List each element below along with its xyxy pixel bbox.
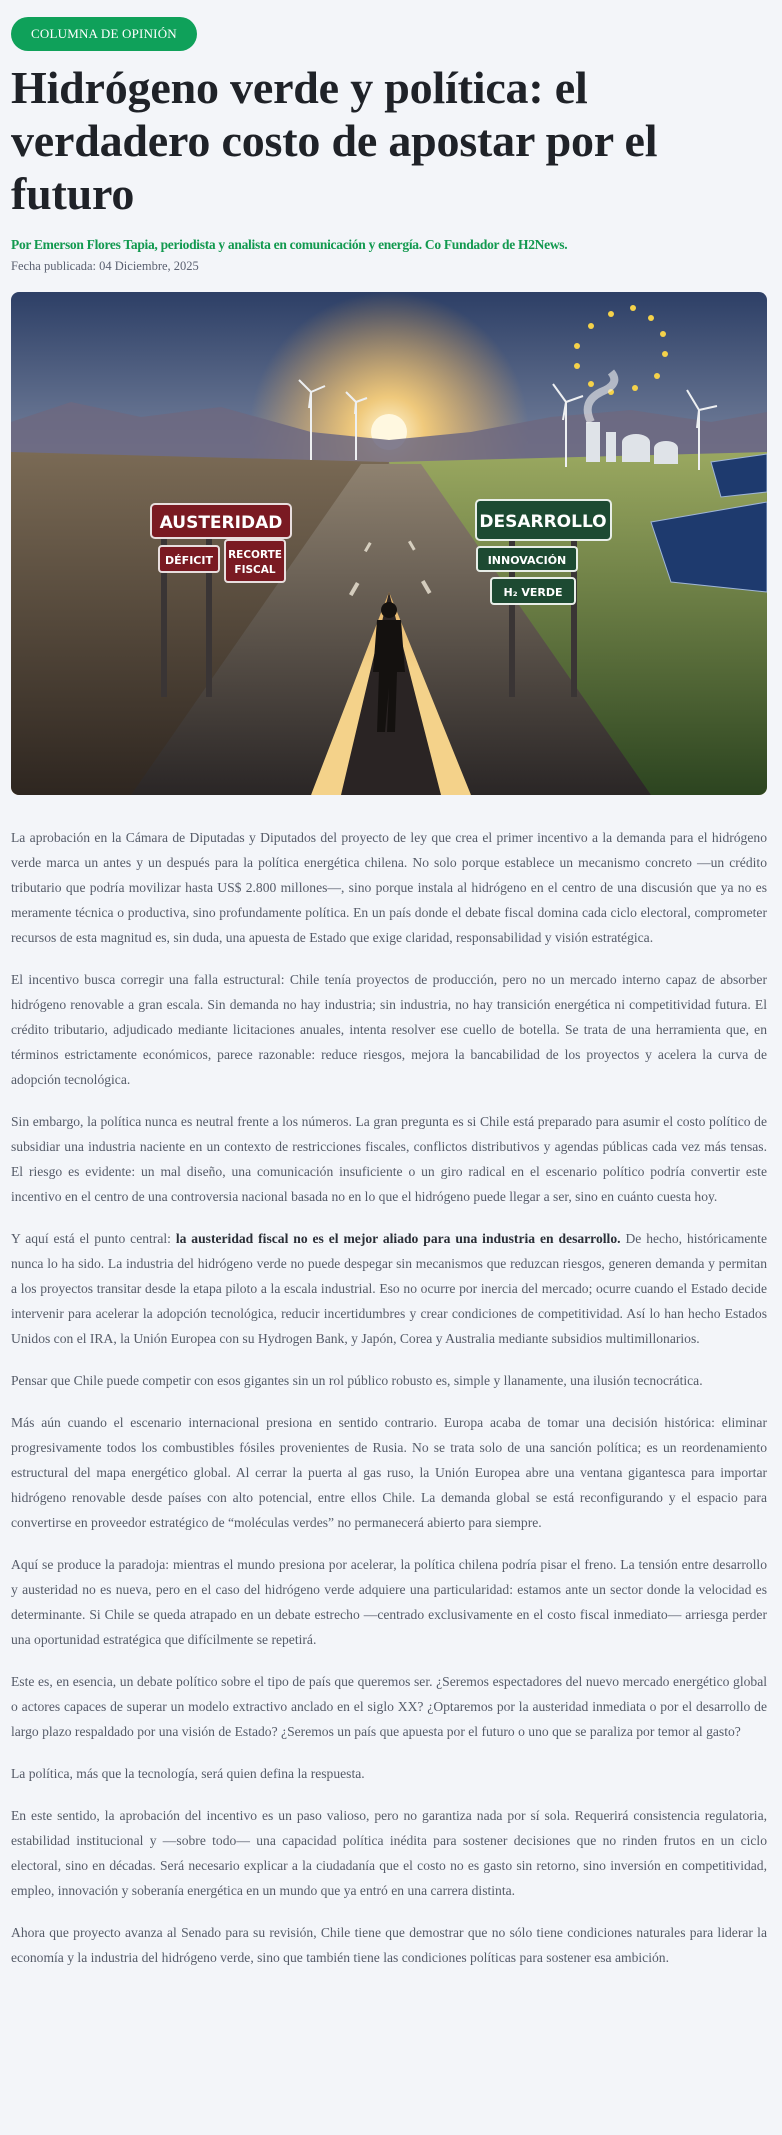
sign-desarrollo: DESARROLLO: [479, 512, 607, 532]
category-badge[interactable]: COLUMNA DE OPINIÓN: [11, 17, 197, 51]
paragraph: Sin embargo, la política nunca es neutral frente a los números. La gran pregunta es si Chile está preparado para asumir el costo político de subsidiar una industria naciente en un contexto de restricciones fiscales, conflictos distributivos y agendas públicas cada vez más tensas. El riesgo es evidente: un mal diseño, una comunicación insuficiente o un giro radical en el escenario político podría convertir este incentivo en el centro de una controversia nacional basada no en lo que el hidrógeno puede llegar a ser, sino en cuánto cuesta hoy.: [11, 1114, 767, 1204]
sign-austeridad: AUSTERIDAD: [159, 513, 283, 533]
paragraph: El incentivo busca corregir una falla estructural: Chile tenía proyectos de producción, pero no un mercado interno capaz de absorber hidrógeno renovable a gran escala. Sin demanda no hay industria; sin industria, no hay transición energética ni competitividad futura. El crédito tributario, adjudicado mediante licitaciones anuales, intenta resolver ese cuello de botella. Se trata de una herramienta que, en términos estrictamente económicos, parece razonable: reduce riesgos, mejora la bancabilidad de los proyectos y acelera la curva de adopción tecnológica.: [11, 972, 767, 1087]
paragraph: En este sentido, la aprobación del incentivo es un paso valioso, pero no garantiza nada por sí sola. Requerirá consistencia regulatoria, estabilidad institucional y —sobre todo— una capacidad política inédita para sostener decisiones que no rinden frutos en un ciclo electoral, sino en décadas. Será necesario explicar a la ciudadanía que el costo no es gasto sin retorno, sino inversión en competitividad, empleo, innovación y soberanía energética en un mundo que ya entró en una carrera distinta.: [11, 1808, 767, 1898]
publish-date: Fecha publicada: 04 Diciembre, 2025: [11, 259, 199, 273]
sign-fiscal: FISCAL: [234, 564, 276, 576]
paragraph: [11, 1226, 767, 1351]
sign-recorte: RECORTE: [228, 549, 282, 561]
paragraph: La política, más que la tecnología, será quien defina la respuesta.: [11, 1766, 365, 1781]
sign-h2-verde: H₂ VERDE: [503, 586, 563, 599]
paragraph: Pensar que Chile puede competir con esos gigantes sin un rol público robusto es, simple y llanamente, una ilusión tecnocrática.: [11, 1373, 703, 1388]
paragraph-rest: De hecho, históricamente nunca lo ha sido. La industria del hidrógeno verde no puede despegar sin mecanismos que reduzcan riesgos, generen demanda y permitan a los proyectos transitar desde la etapa piloto a la escala industrial. Eso no ocurre por inercia del mercado; ocurre cuando el Estado decide intervenir para acelerar la adopción tecnológica, reducir incertidumbres y crear condiciones de competitividad. Así lo han hecho Estados Unidos con el IRA, la Unión Europea con su Hydrogen Bank, y Japón, Corea y Australia mediante subsidios multimillonarios.: [11, 1231, 767, 1346]
paragraph: La aprobación en la Cámara de Diputadas y Diputados del proyecto de ley que crea el primer incentivo a la demanda para el hidrógeno verde marca un antes y un después para la política energética chilena. No solo porque establece un mecanismo concreto —un crédito tributario que podría movilizar hasta US$ 2.800 millones—, sino porque instala al hidrógeno en el centro de una discusión que ya no es meramente técnica o productiva, sino profundamente política. En un país donde el debate fiscal domina cada ciclo electoral, comprometer recursos de esta magnitud es, sin duda, una apuesta de Estado que exige claridad, responsabilidad y visión estratégica.: [11, 830, 767, 945]
article-title: Hidrógeno verde y política: el verdadero costo de apostar por el futuro: [11, 62, 658, 219]
paragraph-emphasis: la austeridad fiscal no es el mejor aliado para una industria en desarrollo.: [175, 1231, 621, 1246]
sign-deficit: DÉFICIT: [165, 554, 213, 567]
paragraph: Aquí se produce la paradoja: mientras el mundo presiona por acelerar, la política chilena podría pisar el freno. La tensión entre desarrollo y austeridad no es nueva, pero en el caso del hidrógeno verde adquiere una particularidad: estamos ante un sector donde la velocidad es determinante. Si Chile se queda atrapado en un debate estrecho —centrado exclusivamente en el costo fiscal inmediato— arriesga perder una oportunidad estratégica que difícilmente se repetirá.: [11, 1557, 767, 1647]
paragraph: Más aún cuando el escenario internacional presiona en sentido contrario. Europa acaba de tomar una decisión histórica: eliminar progresivamente todos los combustibles fósiles provenientes de Rusia. No se trata solo de una sanción política; es un reordenamiento estructural del mapa energético global. Al cerrar la puerta al gas ruso, la Unión Europea abre una ventana gigantesca para importar hidrógeno renovable desde países con alto potencial, entre ellos Chile. La demanda global se está reconfigurando y el espacio para convertirse en proveedor estratégico de “moléculas verdes” no permanecerá abierto para siempre.: [11, 1415, 767, 1530]
paragraph: Ahora que proyecto avanza al Senado para su revisión, Chile tiene que demostrar que no sólo tiene condiciones naturales para liderar la economía y la industria del hidrógeno verde, sino que también tiene las condiciones políticas para sostener esa ambición.: [11, 1925, 767, 1965]
author-byline: Por Emerson Flores Tapia, periodista y analista en comunicación y energía. Co Fundador de H2News.: [11, 237, 568, 252]
article-body: [11, 825, 767, 1970]
paragraph-lead: Y aquí está el punto central:: [11, 1231, 176, 1246]
sign-innovacion: INNOVACIÓN: [487, 554, 567, 567]
paragraph: Este es, en esencia, un debate político sobre el tipo de país que queremos ser. ¿Seremos espectadores del nuevo mercado energético global o actores capaces de superar un modelo extractivo anclado en el siglo XX? ¿Optaremos por la austeridad inmediata o por el desarrollo de largo plazo respaldado por una visión de Estado? ¿Seremos un país que apuesta por el futuro o uno que se paraliza por temor al gasto?: [11, 1674, 767, 1739]
hero-image: [11, 292, 767, 795]
